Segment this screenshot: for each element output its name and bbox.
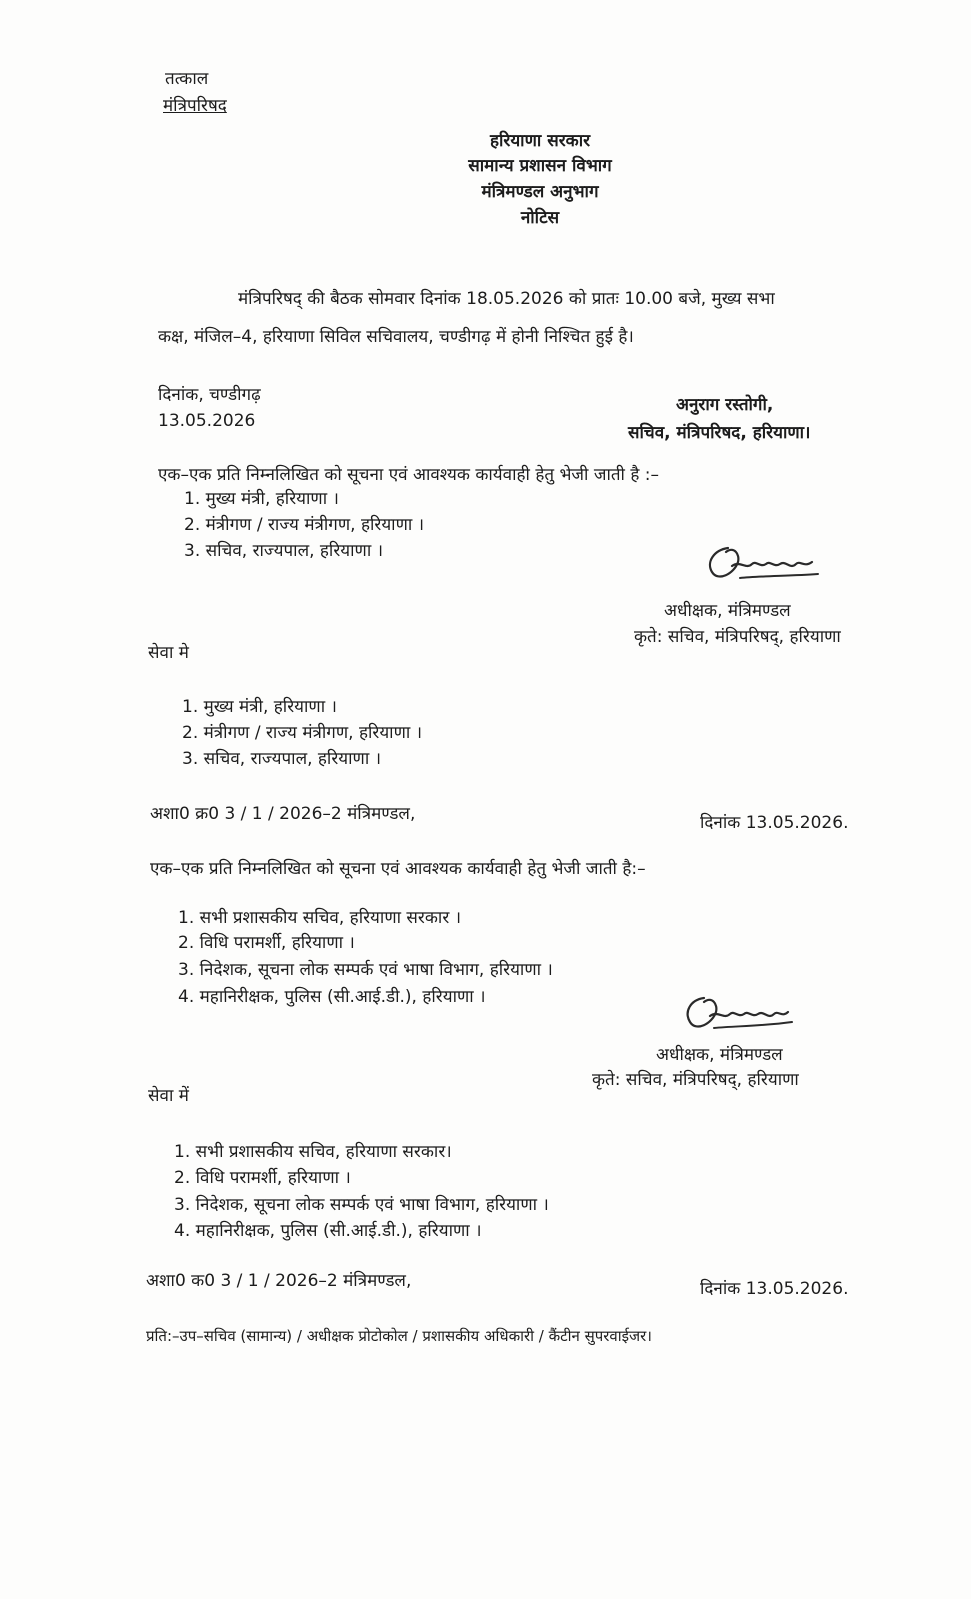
urgency-label: तत्काल — [165, 69, 209, 89]
header-notice: नोटिस — [520, 208, 560, 228]
list-item: 1. मुख्य मंत्री, हरियाणा । — [184, 489, 339, 509]
reference-date-2: दिनांक 13.05.2026. — [700, 1279, 849, 1299]
body-paragraph-line2: कक्ष, मंजिल–4, हरियाणा सिविल सचिवालय, चण्डीगढ़ में होनी निश्चित हुई है। — [158, 327, 634, 347]
signatory-name: अनुराग रस्तोगी, — [676, 395, 774, 415]
list-item: 3. निदेशक, सूचना लोक सम्पर्क एवं भाषा विभाग, हरियाणा । — [174, 1195, 549, 1215]
list-item: 3. निदेशक, सूचना लोक सम्पर्क एवं भाषा विभाग, हरियाणा । — [178, 960, 553, 980]
date-value: 13.05.2026 — [158, 411, 256, 431]
signature-1 — [700, 540, 825, 592]
list-item: 1. सभी प्रशासकीय सचिव, हरियाणा सरकार । — [178, 908, 462, 928]
copy-to-line: प्रति:–उप–सचिव (सामान्य) / अधीक्षक प्रोटोकोल / प्रशासकीय अधिकारी / कैंटीन सुपरवाईजर। — [146, 1327, 652, 1345]
signature-2 — [680, 990, 800, 1040]
seva1-heading: सेवा मे — [148, 643, 189, 663]
date-place: दिनांक, चण्डीगढ़ — [158, 385, 261, 405]
section1-sign-title: अधीक्षक, मंत्रिमण्डल — [664, 601, 791, 621]
section2-sign-for: कृते: सचिव, मंत्रिपरिषद्, हरियाणा — [592, 1070, 799, 1090]
signatory-title: सचिव, मंत्रिपरिषद, हरियाणा। — [628, 423, 811, 443]
section2-sign-title: अधीक्षक, मंत्रिमण्डल — [656, 1045, 783, 1065]
reference-date-1: दिनांक 13.05.2026. — [700, 813, 849, 833]
list-item: 2. विधि परामर्शी, हरियाणा । — [174, 1168, 351, 1188]
header-government: हरियाणा सरकार — [489, 131, 591, 151]
list-item: 2. मंत्रीगण / राज्य मंत्रीगण, हरियाणा । — [184, 515, 425, 535]
department-tag: मंत्रिपरिषद — [163, 96, 227, 116]
list-item: 1. सभी प्रशासकीय सचिव, हरियाणा सरकार। — [174, 1142, 452, 1162]
section1-intro: एक–एक प्रति निम्नलिखित को सूचना एवं आवश्यक कार्यवाही हेतु भेजी जाती है :– — [158, 465, 660, 485]
list-item: 4. महानिरीक्षक, पुलिस (सी.आई.डी.), हरियाणा । — [178, 987, 486, 1007]
section2-intro: एक–एक प्रति निम्नलिखित को सूचना एवं आवश्यक कार्यवाही हेतु भेजी जाती है:– — [150, 859, 646, 879]
reference-number-1: अशा0 क्र0 3 / 1 / 2026–2 मंत्रिमण्डल, — [150, 804, 416, 824]
body-paragraph-line1: मंत्रिपरिषद् की बैठक सोमवार दिनांक 18.05.2026 को प्रातः 10.00 बजे, मुख्य सभा — [238, 289, 775, 309]
header-department: सामान्य प्रशासन विभाग — [468, 156, 612, 176]
reference-number-2: अशा0 क0 3 / 1 / 2026–2 मंत्रिमण्डल, — [146, 1271, 412, 1291]
list-item: 4. महानिरीक्षक, पुलिस (सी.आई.डी.), हरियाणा । — [174, 1221, 482, 1241]
list-item: 2. विधि परामर्शी, हरियाणा । — [178, 933, 355, 953]
section1-sign-for: कृते: सचिव, मंत्रिपरिषद्, हरियाणा — [634, 627, 841, 647]
list-item: 3. सचिव, राज्यपाल, हरियाणा । — [182, 749, 382, 769]
list-item: 3. सचिव, राज्यपाल, हरियाणा । — [184, 541, 384, 561]
list-item: 2. मंत्रीगण / राज्य मंत्रीगण, हरियाणा । — [182, 723, 423, 743]
seva2-heading: सेवा में — [148, 1086, 189, 1106]
header-section: मंत्रिमण्डल अनुभाग — [481, 182, 599, 202]
list-item: 1. मुख्य मंत्री, हरियाणा । — [182, 697, 337, 717]
